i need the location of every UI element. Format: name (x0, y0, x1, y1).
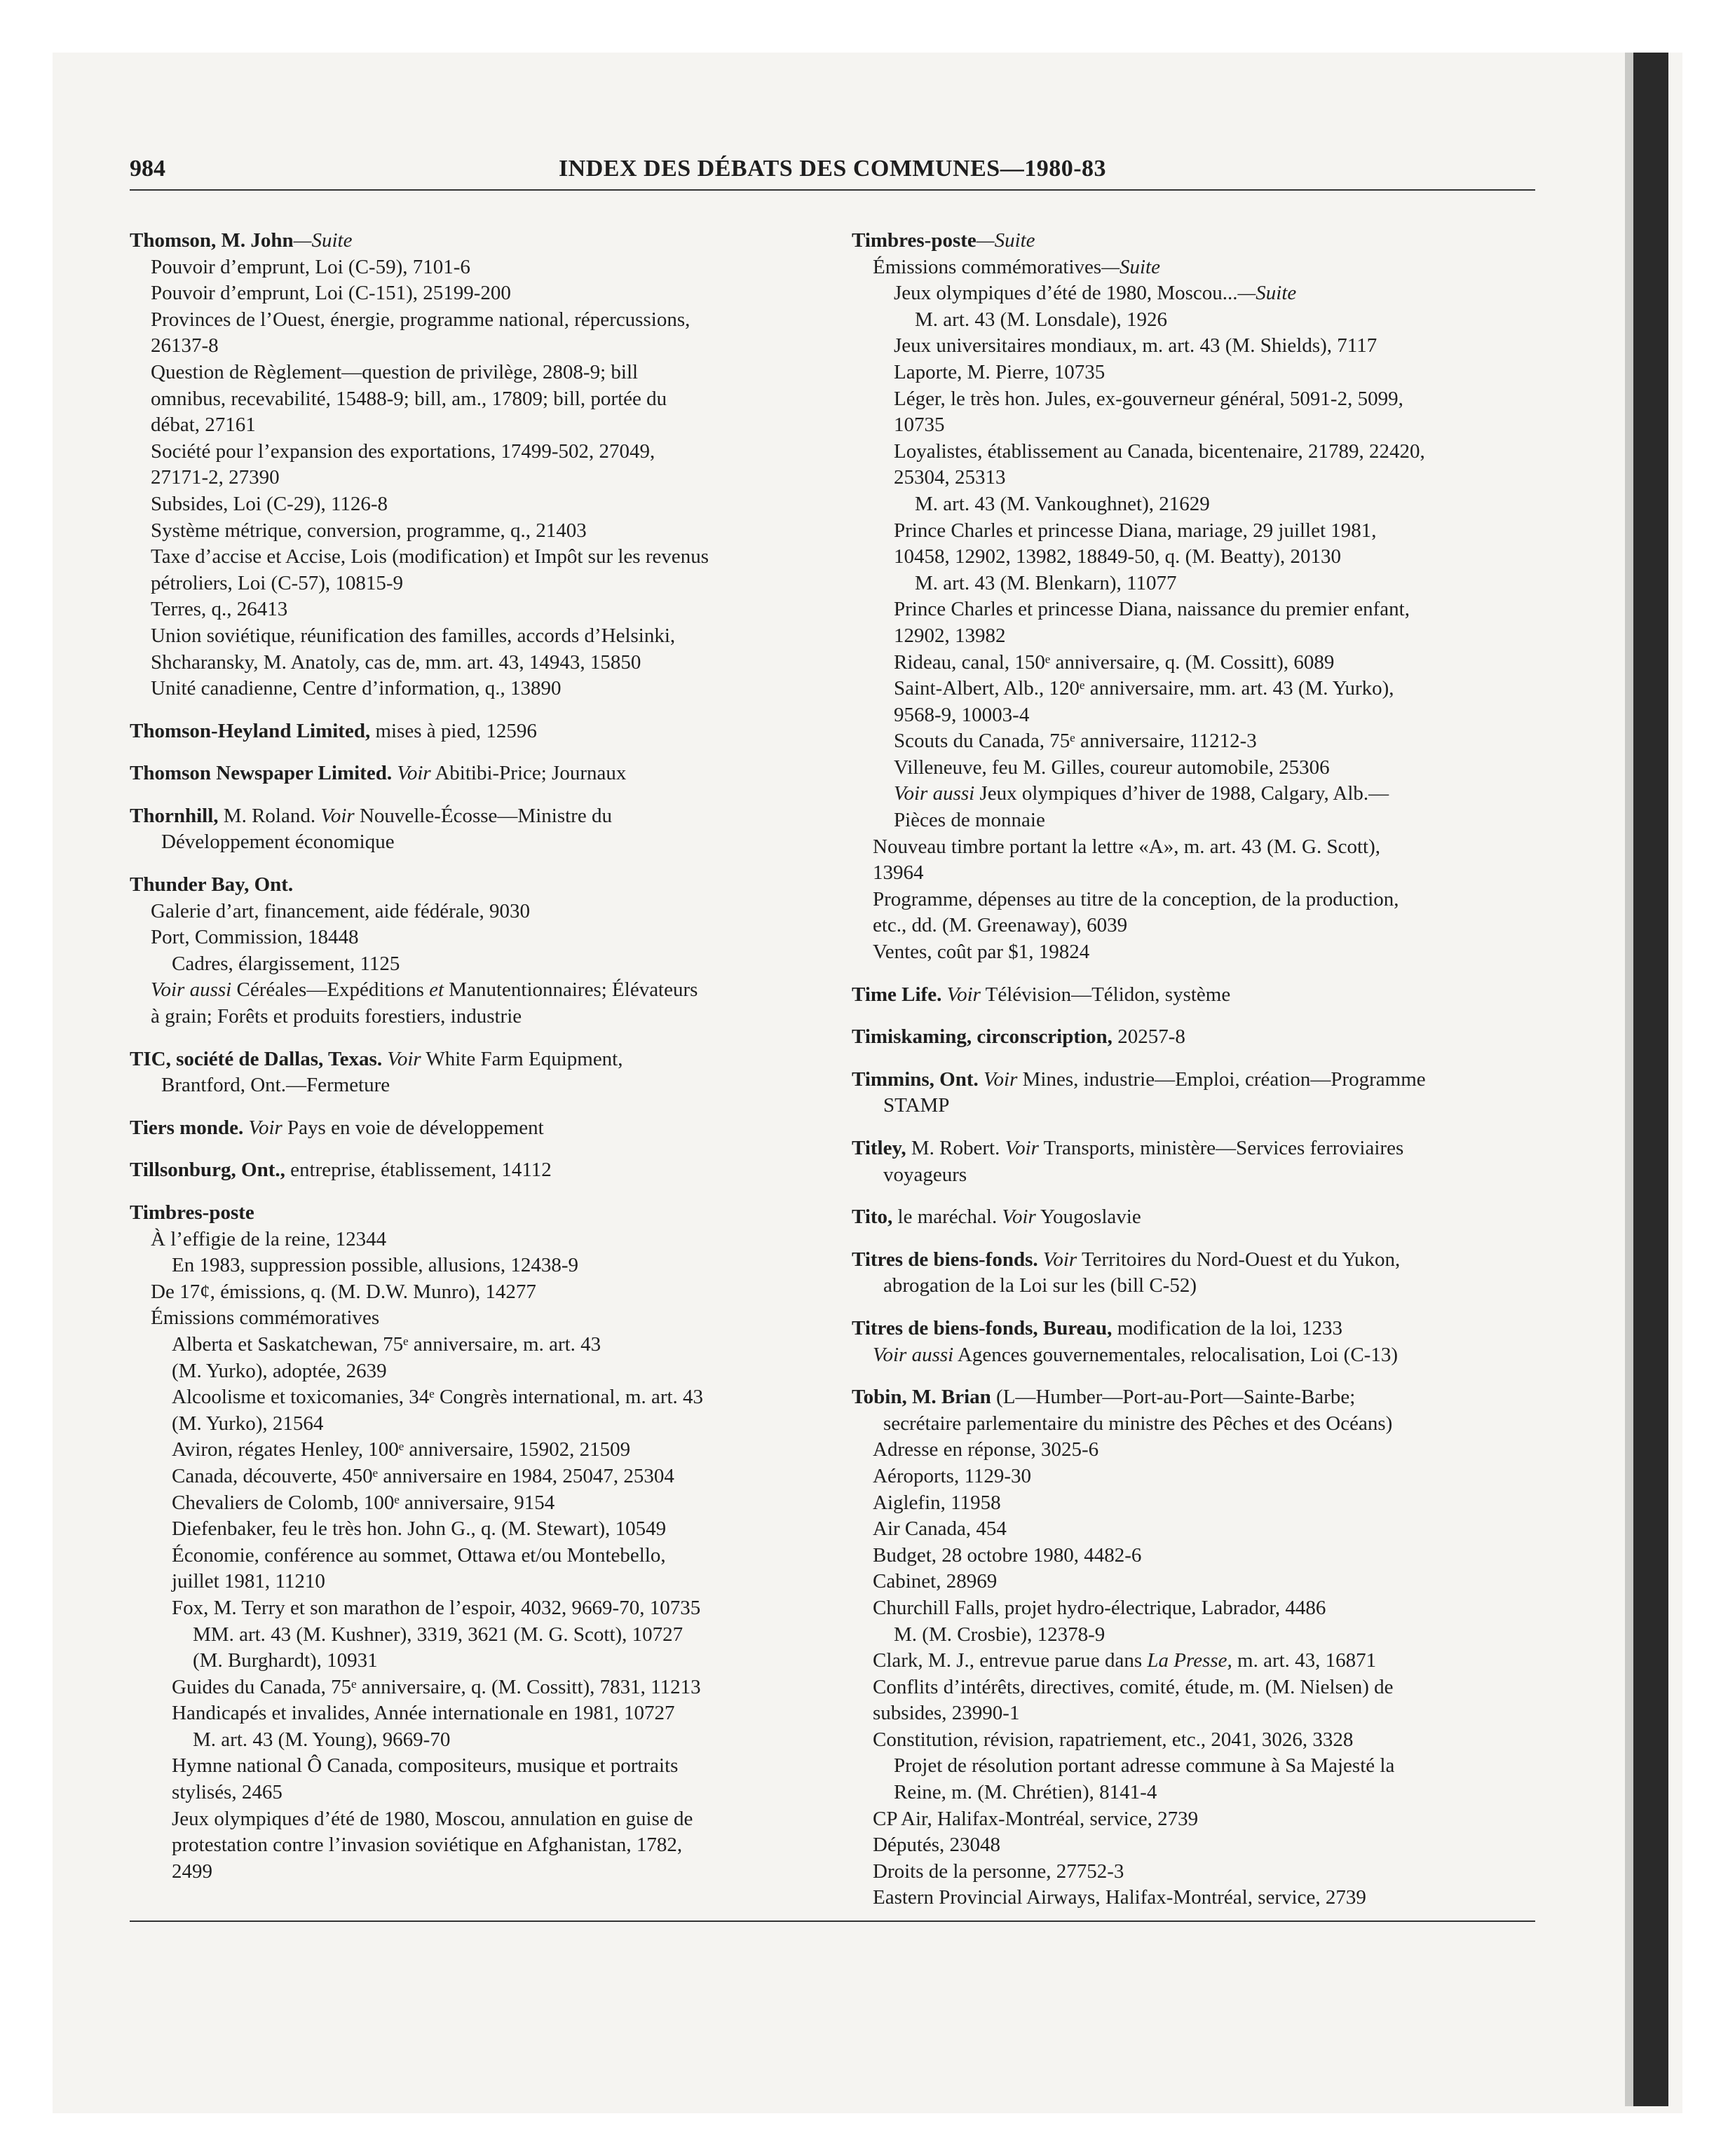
entry-heading: TIC, société de Dallas, Texas. (130, 1047, 383, 1070)
subentry: Alcoolisme et toxicomanies, 34ᵉ Congrès international, m. art. 43 (172, 1386, 704, 1409)
subentry-cont: etc., dd. (M. Greenaway), 6039 (873, 914, 1128, 937)
subentry: Canada, découverte, 450ᵉ anniversaire en 1984, 25047, 25304 (172, 1464, 674, 1487)
subentry: Chevaliers de Colomb, 100ᵉ anniversaire, 9154 (172, 1491, 555, 1514)
voir-label: Voir (1042, 1248, 1077, 1271)
subentry-cont: omnibus, recevabilité, 15488-9; bill, am., 17809; bill, portée du (151, 387, 667, 410)
suite-label: —Suite (293, 229, 353, 252)
page-title: INDEX DES DÉBATS DES COMMUNES—1980-83 (558, 156, 1107, 182)
voir-label: Voir (248, 1116, 283, 1139)
subentry-cont: à grain; Forêts et produits forestiers, industrie (151, 1005, 522, 1028)
subentry: Adresse en réponse, 3025-6 (873, 1438, 1099, 1461)
page-number: 984 (130, 156, 165, 182)
index-entry-tillsonburg (130, 1157, 831, 1184)
index-entry-timmins (852, 1067, 1553, 1119)
footer-rule (130, 1920, 1535, 1922)
entry-text: M. Robert. (906, 1137, 1005, 1159)
subentry: Eastern Provincial Airways, Halifax-Montréal, service, 2739 (873, 1886, 1366, 1909)
subentry-cont: Reine, m. (M. Chrétien), 8141-4 (894, 1781, 1157, 1804)
subentry: Émissions commémoratives (151, 1306, 380, 1330)
subentry: Jeux olympiques d’été de 1980, Moscou... (894, 282, 1238, 305)
subentry: Fox, M. Terry et son marathon de l’espoir, 4032, 9669-70, 10735 (172, 1596, 701, 1619)
index-entry-titres-bureau (852, 1316, 1553, 1368)
index-entry-tito (852, 1204, 1553, 1231)
voir-label: Voir (984, 1067, 1018, 1091)
subentry: Conflits d’intérêts, directives, comité, étude, m. (M. Nielsen) de (873, 1675, 1394, 1698)
subentry-cont: débat, 27161 (151, 414, 256, 437)
entry-text: White Farm Equipment, (421, 1047, 623, 1070)
subentry: Diefenbaker, feu le très hon. John G., q. (M. Stewart), 10549 (172, 1517, 667, 1541)
subentry-cont: 9568-9, 10003-4 (894, 703, 1030, 726)
subentry: Voir aussi Céréales—Expéditions et Manutentionnaires; Élévateurs (151, 978, 698, 1002)
subentry: Aviron, régates Henley, 100ᵉ anniversaire, 15902, 21509 (172, 1438, 631, 1461)
subentry-cont: 12902, 13982 (894, 624, 1006, 647)
subentry: Aéroports, 1129-30 (873, 1464, 1032, 1487)
scan-edge-bar (1633, 53, 1668, 2106)
subentry: Loyalistes, établissement au Canada, bicentenaire, 21789, 22420, (894, 439, 1425, 463)
subentry: Alberta et Saskatchewan, 75ᵉ anniversaire, m. art. 43 (172, 1332, 601, 1356)
entry-text: M. Roland. (218, 804, 321, 827)
entry-heading: Thomson-Heyland Limited, (130, 719, 371, 742)
header-rule (130, 189, 1535, 191)
voir-label: Voir (320, 804, 355, 827)
subentry: M. (M. Crosbie), 12378-9 (894, 1623, 1105, 1646)
page-edge-shadow (1625, 53, 1633, 2106)
subentry: Prince Charles et princesse Diana, mariage, 29 juillet 1981, (894, 519, 1377, 542)
subentry: Scouts du Canada, 75ᵉ anniversaire, 11212-3 (894, 730, 1257, 753)
subentry: Pouvoir d’emprunt, Loi (C-59), 7101-6 (151, 255, 470, 278)
subentry: M. art. 43 (M. Vankoughnet), 21629 (915, 492, 1210, 515)
subentry: Pouvoir d’emprunt, Loi (C-151), 25199-200 (151, 282, 511, 305)
entry-cont: Développement économique (161, 831, 395, 854)
subentry: Cadres, élargissement, 1125 (172, 952, 400, 975)
index-entry-thomson-john (130, 228, 831, 702)
right-column (852, 228, 1553, 1911)
subentry: Aiglefin, 11958 (873, 1491, 1001, 1514)
subentry: Terres, q., 26413 (151, 598, 288, 621)
subentry-cont: stylisés, 2465 (172, 1781, 283, 1804)
subentry: M. art. 43 (M. Lonsdale), 1926 (915, 308, 1168, 331)
subentry: Galerie d’art, financement, aide fédérale, 9030 (151, 899, 531, 922)
entry-heading: Titley, (852, 1137, 906, 1159)
subentry-cont: Pièces de monnaie (894, 809, 1045, 832)
index-entry-titley (852, 1135, 1553, 1188)
suite-label: —Suite (976, 229, 1035, 252)
running-head (130, 156, 1535, 191)
left-column (130, 228, 831, 1885)
entry-cont: STAMP (883, 1094, 950, 1117)
entry-heading: Tillsonburg, Ont., (130, 1159, 285, 1182)
subentry: Jeux olympiques d’hiver de 1988, Calgary, Alb.— (974, 782, 1389, 805)
subentry: Programme, dépenses au titre de la conception, de la production, (873, 887, 1399, 910)
subentry: Saint-Albert, Alb., 120ᵉ anniversaire, mm. art. 43 (M. Yurko), (894, 677, 1394, 700)
subentry-cont: Shcharansky, M. Anatoly, cas de, mm. art. 43, 14943, 15850 (151, 650, 641, 674)
subentry-cont: (M. Yurko), 21564 (172, 1412, 324, 1435)
entry-text: Yougoslavie (1035, 1206, 1141, 1229)
entry-heading: Tito, (852, 1206, 893, 1229)
subentry: M. art. 43 (M. Young), 9669-70 (193, 1728, 451, 1751)
voir-label: Voir (397, 762, 431, 785)
subentry: Question de Règlement—question de privilège, 2808-9; bill (151, 360, 639, 383)
entry-heading: Timmins, Ont. (852, 1067, 979, 1091)
suite-label: —Suite (1237, 282, 1297, 305)
voir-label: Voir (387, 1047, 421, 1070)
subentry: Guides du Canada, 75ᵉ anniversaire, q. (M. Cossitt), 7831, 11213 (172, 1675, 701, 1698)
entry-text: (L—Humber—Port-au-Port—Sainte-Barbe; (991, 1386, 1356, 1409)
subentry-cont: 13964 (873, 861, 924, 885)
index-entry-timbres-poste-suite (852, 228, 1553, 966)
subentry: Émissions commémoratives (873, 255, 1102, 278)
index-entry-timbres-poste (130, 1200, 831, 1885)
entry-heading: Tiers monde. (130, 1116, 244, 1139)
subentry: M. art. 43 (M. Blenkarn), 11077 (915, 571, 1177, 594)
subentry: Taxe d’accise et Accise, Lois (modification) et Impôt sur les revenus (151, 545, 709, 568)
entry-heading: Tobin, M. Brian (852, 1386, 991, 1409)
entry-text: Abitibi-Price; Journaux (430, 762, 627, 785)
index-entry-tobin: Tobin, M. Brian (L—Humber—Port-au-Port—Sainte-Barbe; secrétaire parlementaire du ministre des Pêches et des Océans) Adresse en réponse, 3025-6 Aéroports, 1129-30 Aiglefin, 11958 Air Canada, 454 Budget, 28 octobre 1980, 4482-6 Cabinet, 28969 Churchill Falls, projet hydro-électrique, Labrador, 4486 M. (M. Crosbie), 12378-9 Clark, M. J., entrevue parue dans La Presse, m. art. 43, 16871 Conflits d’intérêts, directives, comité, étude, m. (M. Nielsen) de subsides, 23990-1 Constitution, révision, rapatriement, etc., 2041, 3026, 3328 Projet de résolution portant adresse commune à Sa Majesté la Reine, m. (M. Chrétien), 8141-4 CP Air, Halifax-Montréal, service, 2739 Députés, 23048 Droits de la personne, 27752-3 Eastern Provincial Airways, Halifax-Montréal, service, 2739 (852, 1384, 1553, 1911)
voir-label: Voir (1005, 1137, 1039, 1159)
subentry-cont: subsides, 23990-1 (873, 1702, 1020, 1725)
subentry: Rideau, canal, 150ᵉ anniversaire, q. (M. Cossitt), 6089 (894, 650, 1335, 674)
subentry: À l’effigie de la reine, 12344 (151, 1227, 387, 1250)
subentry: CP Air, Halifax-Montréal, service, 2739 (873, 1807, 1199, 1830)
entry-text: Télévision—Télidon, système (980, 983, 1231, 1006)
entry-text: modification de la loi, 1233 (1112, 1316, 1343, 1339)
subentry: Projet de résolution portant adresse commune à Sa Majesté la (894, 1754, 1395, 1778)
index-entry-tiers-monde (130, 1115, 831, 1142)
entry-text: Territoires du Nord-Ouest et du Yukon, (1077, 1248, 1401, 1271)
index-entry-titres-biens-fonds (852, 1247, 1553, 1299)
entry-heading: Thomson Newspaper Limited. (130, 762, 393, 785)
entry-cont: abrogation de la Loi sur les (bill C-52) (883, 1274, 1197, 1297)
subentry-cont: 10735 (894, 414, 945, 437)
entry-text: entreprise, établissement, 14112 (285, 1159, 552, 1182)
subentry: Subsides, Loi (C-29), 1126-8 (151, 492, 388, 515)
entry-heading: Timbres-poste (130, 1201, 254, 1224)
subentry: Villeneuve, feu M. Gilles, coureur automobile, 25306 (894, 756, 1330, 779)
subentry-cont: protestation contre l’invasion soviétique en Afghanistan, 1782, (172, 1834, 683, 1857)
entry-text: mises à pied, 12596 (370, 719, 537, 742)
entry-cont: voyageurs (883, 1163, 967, 1186)
voir-aussi-label: Voir aussi (151, 978, 232, 1002)
voir-aussi-label: Voir aussi (873, 1343, 954, 1366)
subentry: Députés, 23048 (873, 1834, 1001, 1857)
entry-text: 20257-8 (1112, 1025, 1185, 1049)
subentry: Nouveau timbre portant la lettre «A», m. art. 43 (M. G. Scott), (873, 835, 1381, 858)
entry-text: Mines, industrie—Emploi, création—Programme (1017, 1067, 1426, 1091)
subentry: Jeux olympiques d’été de 1980, Moscou, annulation en guise de (172, 1807, 693, 1830)
entry-heading: Time Life. (852, 983, 942, 1006)
entry-heading: Timiskaming, circonscription, (852, 1025, 1113, 1049)
subentry: Laporte, M. Pierre, 10735 (894, 360, 1105, 383)
subentry: Constitution, révision, rapatriement, etc., 2041, 3026, 3328 (873, 1728, 1354, 1751)
subentry-cont: pétroliers, Loi (C-57), 10815-9 (151, 571, 404, 594)
subentry: MM. art. 43 (M. Kushner), 3319, 3621 (M. G. Scott), 10727 (193, 1623, 683, 1646)
publication-title: La Presse, (1147, 1649, 1232, 1672)
subentry: Provinces de l’Ouest, énergie, programme national, répercussions, (151, 308, 690, 331)
suite-label: —Suite (1101, 255, 1160, 278)
entry-heading: Thunder Bay, Ont. (130, 873, 294, 896)
subentry: Système métrique, conversion, programme, q., 21403 (151, 519, 587, 542)
entry-heading: Titres de biens-fonds, Bureau, (852, 1316, 1113, 1339)
subentry: Air Canada, 454 (873, 1517, 1007, 1541)
subentry: Budget, 28 octobre 1980, 4482-6 (873, 1543, 1142, 1567)
subentry: Unité canadienne, Centre d’information, q., 13890 (151, 677, 562, 700)
subentry-cont: 10458, 12902, 13982, 18849-50, q. (M. Beatty), 20130 (894, 545, 1341, 568)
subentry-cont: (M. Yurko), adoptée, 2639 (172, 1359, 387, 1382)
subentry: Hymne national Ô Canada, compositeurs, musique et portraits (172, 1754, 679, 1778)
subentry: De 17¢, émissions, q. (M. D.W. Munro), 14277 (151, 1280, 536, 1303)
subentry: Jeux universitaires mondiaux, m. art. 43 (M. Shields), 7117 (894, 334, 1377, 357)
subentry: Churchill Falls, projet hydro-électrique, Labrador, 4486 (873, 1596, 1326, 1619)
index-entry-thornhill (130, 803, 831, 856)
entry-text: Transports, ministère—Services ferroviaires (1038, 1137, 1404, 1159)
entry-text: Nouvelle-Écosse—Ministre du (354, 804, 612, 827)
subentry: Économie, conférence au sommet, Ottawa et/ou Montebello, (172, 1543, 666, 1567)
voir-label: Voir (946, 983, 981, 1006)
subentry: En 1983, suppression possible, allusions, 12438-9 (172, 1254, 578, 1277)
subentry-cont: 25304, 25313 (894, 466, 1006, 489)
entry-cont: Brantford, Ont.—Fermeture (161, 1074, 390, 1097)
index-entry-thunder-bay (130, 872, 831, 1030)
subentry-cont: 27171-2, 27390 (151, 466, 280, 489)
subentry: Port, Commission, 18448 (151, 926, 359, 949)
subentry: Union soviétique, réunification des familles, accords d’Helsinki, (151, 624, 676, 647)
subentry: Agences gouvernementales, relocalisation, Loi (C-13) (953, 1343, 1399, 1366)
index-entry-time-life (852, 982, 1553, 1009)
subentry: Clark, M. J., entrevue parue dans (873, 1649, 1148, 1672)
index-entry-tic-dallas (130, 1046, 831, 1099)
subentry: Droits de la personne, 27752-3 (873, 1860, 1124, 1883)
subentry: Léger, le très hon. Jules, ex-gouverneur général, 5091-2, 5099, (894, 387, 1403, 410)
subentry-cont: 2499 (172, 1860, 212, 1883)
subentry-cont: (M. Burghardt), 10931 (193, 1649, 378, 1672)
subentry: Cabinet, 28969 (873, 1570, 998, 1593)
entry-heading: Timbres-poste (852, 229, 977, 252)
subentry: Handicapés et invalides, Année internationale en 1981, 10727 (172, 1702, 675, 1725)
entry-heading: Thornhill, (130, 804, 219, 827)
subentry: Société pour l’expansion des exportations, 17499-502, 27049, (151, 439, 655, 463)
index-entry-timiskaming (852, 1024, 1553, 1051)
index-entry-thomson-heyland (130, 718, 831, 745)
voir-label: Voir (1002, 1206, 1036, 1229)
entry-heading: Thomson, M. John (130, 229, 294, 252)
subentry: Ventes, coût par $1, 19824 (873, 941, 1090, 964)
subentry-cont: 26137-8 (151, 334, 219, 357)
entry-text: Pays en voie de développement (282, 1116, 544, 1139)
index-entry-thomson-newspaper (130, 760, 831, 787)
subentry: Prince Charles et princesse Diana, naissance du premier enfant, (894, 598, 1410, 621)
entry-heading: Titres de biens-fonds. (852, 1248, 1038, 1271)
entry-text: le maréchal. (892, 1206, 1002, 1229)
voir-aussi-label: Voir aussi (894, 782, 975, 805)
entry-cont: secrétaire parlementaire du ministre des Pêches et des Océans) (883, 1412, 1393, 1435)
subentry-cont: juillet 1981, 11210 (172, 1570, 325, 1593)
